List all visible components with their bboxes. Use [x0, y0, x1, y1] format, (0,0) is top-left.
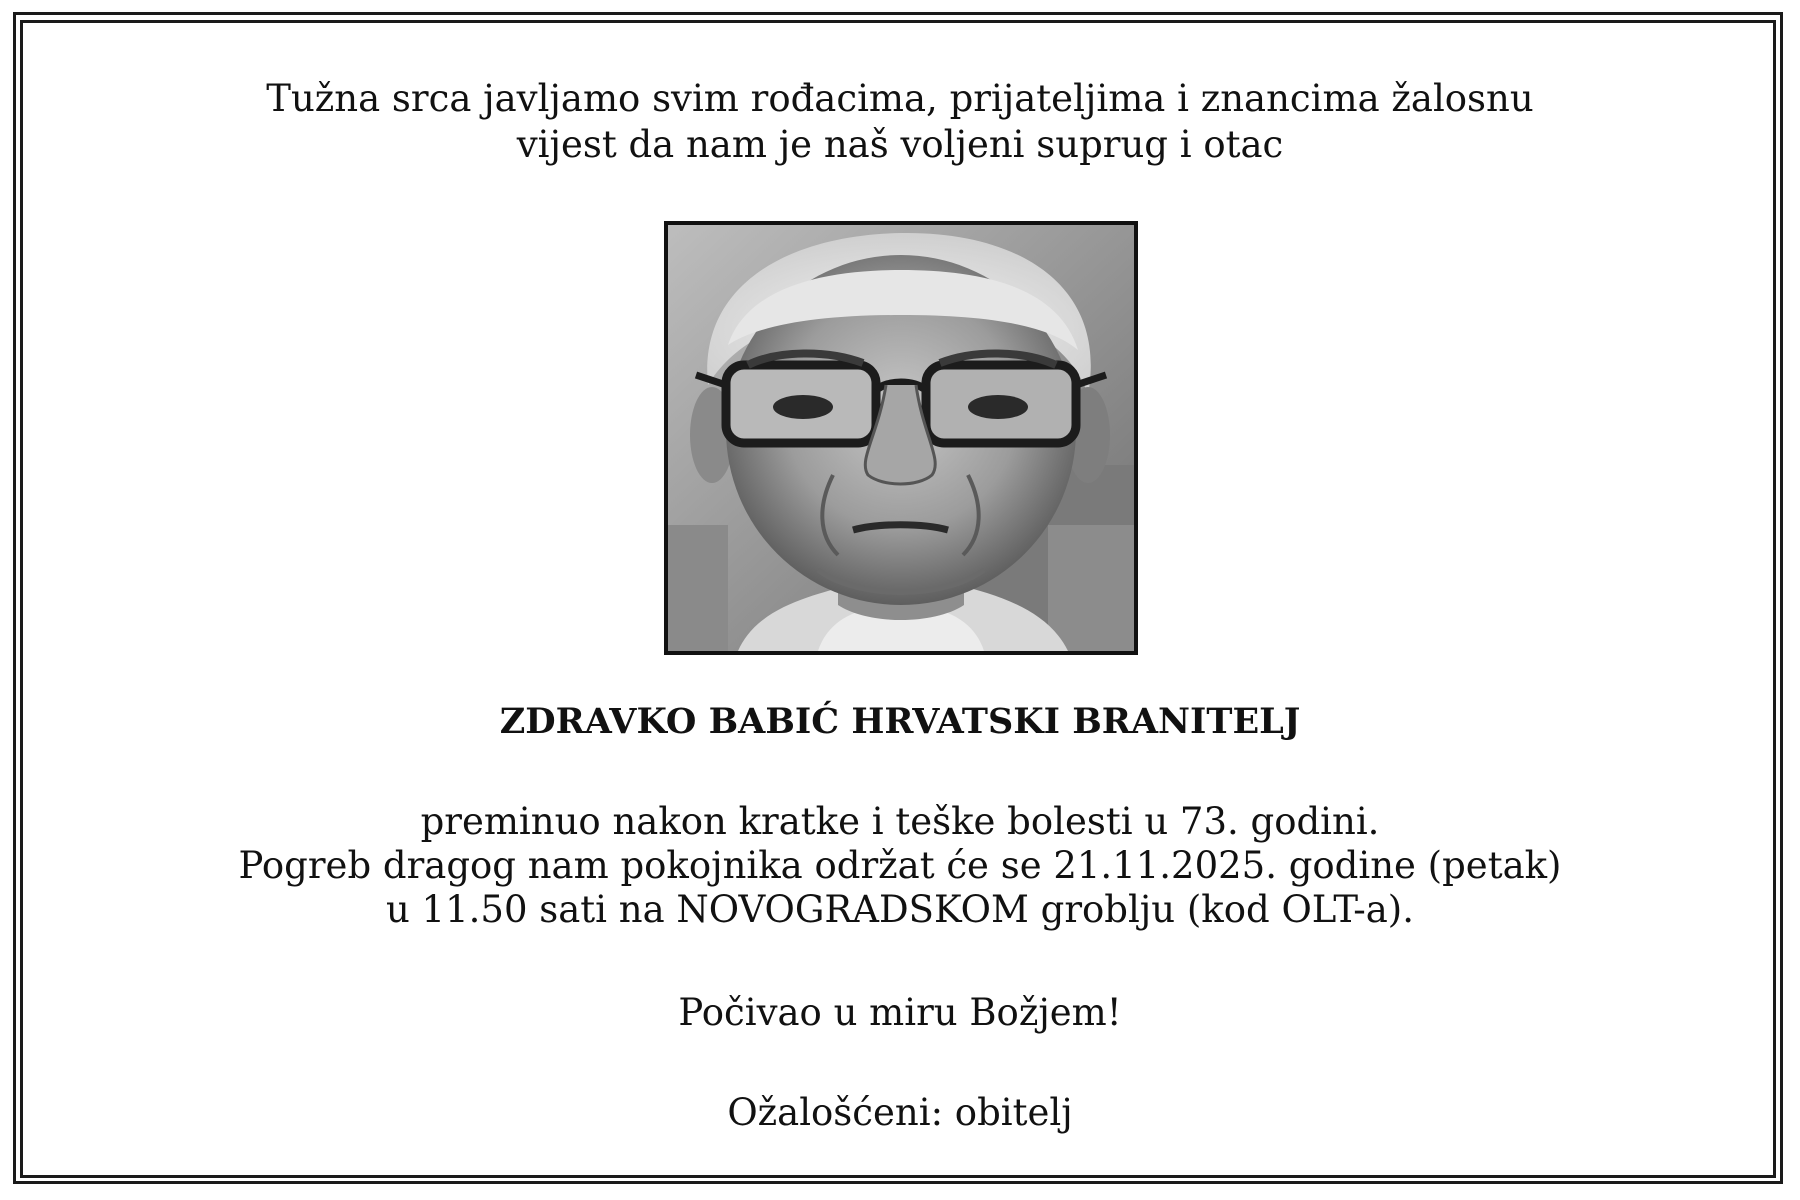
details-line-1: preminuo nakon kratke i teške bolesti u 73. godini.	[420, 800, 1380, 843]
deceased-name: ZDRAVKO BABIĆ HRVATSKI BRANITELJ	[499, 701, 1301, 742]
intro-line-2: vijest da nam je naš voljeni suprug i otac	[516, 123, 1284, 166]
portrait-photo	[664, 221, 1138, 655]
mourners-line: Ožalošćeni: obitelj	[727, 1091, 1073, 1134]
details-line-3: u 11.50 sati na NOVOGRADSKOM groblju (kod OLT-a).	[385, 888, 1415, 931]
portrait-image	[668, 225, 1134, 651]
intro-text	[0, 76, 1800, 168]
rest-in-peace-line: Počivao u miru Božjem!	[678, 991, 1122, 1034]
intro-line-1: Tužna srca javljamo svim rođacima, prijateljima i znancima žalosnu	[266, 77, 1534, 120]
details-line-2: Pogreb dragog nam pokojnika održat će se 21.11.2025. godine (petak)	[238, 844, 1562, 887]
funeral-details	[0, 800, 1800, 932]
